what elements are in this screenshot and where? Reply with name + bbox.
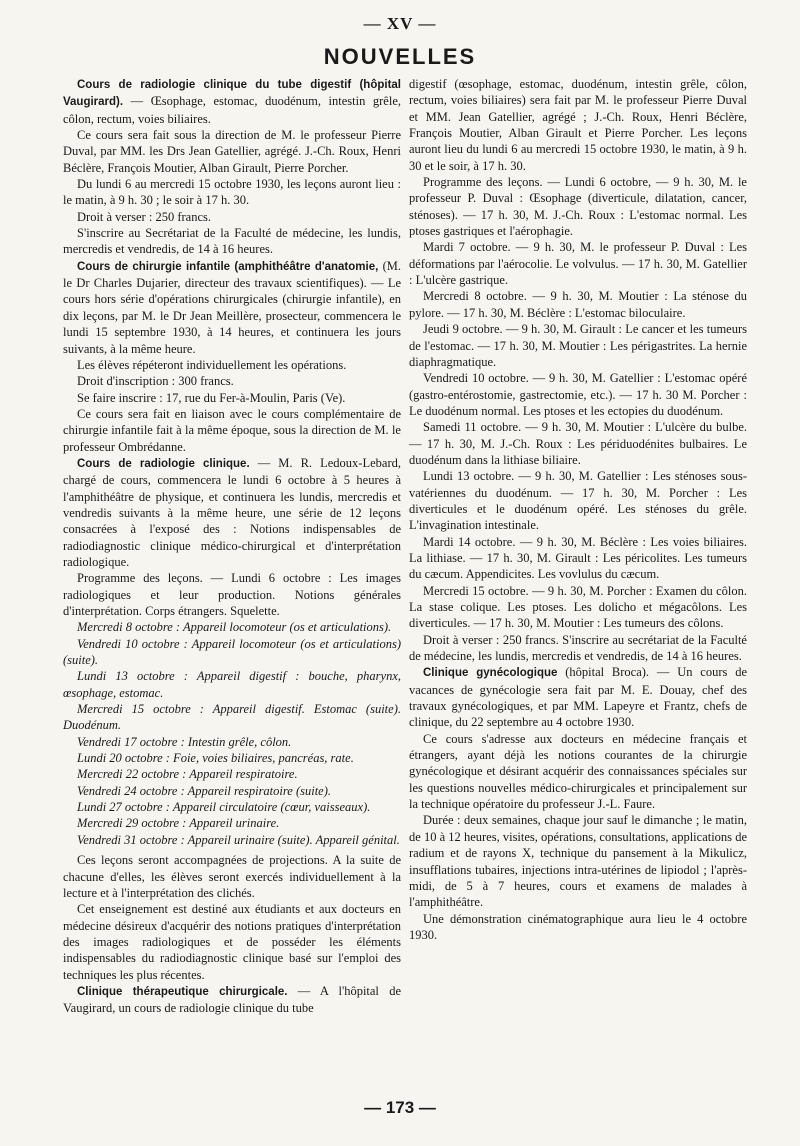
notice-text: — Œsophage, estomac, duodénum, intestin grêle, côlon, rectum, voies biliaires. xyxy=(63,94,401,126)
paragraph: Du lundi 6 au mercredi 15 octobre 1930, les leçons auront lieu : le matin, à 9 h. 30 ; le soir à 17 h. 30. xyxy=(63,177,401,208)
schedule-line: Vendredi 31 octobre : Appareil urinaire (suite). Appareil génital. xyxy=(77,832,400,847)
paragraph: Les élèves répéteront individuellement les opérations. xyxy=(77,357,347,372)
paragraph: Durée : deux semaines, chaque jour sauf le dimanche ; le matin, de 10 à 12 heures, visites, opérations, consultations, applications de radium et de rayons X, technique du pansement à la Mikulicz, insufflations tubaires, injections intra-utérines de lipiodol ; l'après-midi, de 5 à 7 heures, cours et examens de malades à l'amphithéâtre. xyxy=(409,813,747,910)
notice-text: — A l'hôpital de Vaugirard, un cours de radiologie clinique du tube xyxy=(63,983,401,1016)
paragraph: Une démonstration cinématographique aura lieu le 4 octobre 1930. xyxy=(409,911,747,942)
right-column xyxy=(409,76,747,943)
paragraph: Programme des leçons. — Lundi 6 octobre, — 9 h. 30, M. le professeur P. Duval : Œsophage (diverticule, dilatation, cancer, sténoses). — 17 h. 30, M. J.-Ch. Roux : L'estomac normal. Les ptoses gastriques et l'aérophagie. xyxy=(409,175,747,239)
paragraph: Lundi 13 octobre. — 9 h. 30, M. Gatellier : Les sténoses sous-vatériennes du duodénum. — 17 h. 30, M. Porcher : Les diverticules et le duodénum opéré. Les sténoses du grêle. L'invagination intestinale. xyxy=(409,469,747,533)
paragraph xyxy=(63,258,401,357)
paragraph: Mardi 14 octobre. — 9 h. 30, M. Béclère : Les voies biliaires. La lithiase. — 17 h. 30, M. Girault : Les péricolites. Les tumeurs du cæcum. Appendicites. Les vovlulus du cæcum. xyxy=(409,534,747,582)
notice-heading: Cours de chirurgie infantile (amphithéâtre d'anatomie, xyxy=(77,260,379,273)
paragraph: Droit à verser : 250 francs. xyxy=(77,209,211,224)
paragraph xyxy=(63,76,401,127)
schedule-line: Vendredi 17 octobre : Intestin grêle, côlon. xyxy=(77,734,292,749)
paragraph: Programme des leçons. — Lundi 6 octobre : Les images radiologiques et leur production. Notions générales d'interprétation. Corps étrangers. Squelette. xyxy=(63,571,401,618)
schedule-line: Lundi 13 octobre : Appareil digestif : bouche, pharynx, œsophage, estomac. xyxy=(63,669,401,700)
schedule-line: Mercredi 15 octobre : Appareil digestif. Estomac (suite). Duodénum. xyxy=(63,702,401,733)
paragraph xyxy=(409,664,747,730)
paragraph: Jeudi 9 octobre. — 9 h. 30, M. Girault : Le cancer et les tumeurs de l'estomac. — 17 h. 30, M. Moutier : Les périgastrites. La hernie diaphragmatique. xyxy=(409,322,747,369)
schedule-line: Vendredi 24 octobre : Appareil respiratoire (suite). xyxy=(77,783,332,798)
paragraph: Samedi 11 octobre. — 9 h. 30, M. Moutier : L'ulcère du bulbe. — 17 h. 30, M. J.-Ch. Roux : Les périduodénites bulbaires. Le duodénum dans la lithiase biliaire. xyxy=(409,420,747,467)
notice-heading: Cours de radiologie clinique. xyxy=(77,457,250,470)
paragraph xyxy=(63,455,401,570)
paragraph xyxy=(63,983,401,1017)
paragraph: Vendredi 10 octobre. — 9 h. 30, M. Gatellier : L'estomac opéré (gastro-entérostomie, gastrectomie, etc.). — 17 h. 30 M. Porcher : Le duodénum normal. Les ptoses et les ectopies du duodénum. xyxy=(409,371,747,418)
paragraph: Mercredi 15 octobre. — 9 h. 30, M. Porcher : Examen du côlon. La stase colique. Les ptoses. Les dolicho et mégacôlons. Les diverticules. — 17 h. 30, M. Moutier : Les tumeurs des côlons. xyxy=(409,583,747,631)
schedule-line: Mercredi 8 octobre : Appareil locomoteur (os et articulations). xyxy=(77,620,392,635)
paragraph: digestif (œsophage, estomac, duodénum, intestin grêle, côlon, rectum, voies biliaires) sera fait par M. le professeur Pierre Duval et MM. Jean Gatellier, agrégé ; J.-Ch. Roux, Henri Béclère, François Moutier, Alban Girault et Pierre Porcher. Les leçons auront lieu du lundi 6 au mercredi 15 octobre 1930, le matin, à 9 h. 30 et le soir, à 17 h. 30. xyxy=(409,77,747,173)
schedule-line: Mercredi 29 octobre : Appareil urinaire. xyxy=(77,816,280,831)
paragraph: Ce cours sera fait en liaison avec le cours complémentaire de chirurgie infantile fait à la même époque, sous la direction de M. le professeur Ombrédanne. xyxy=(63,406,401,454)
page-number: — 173 — xyxy=(364,1098,436,1117)
notice-heading: Cours de radiologie clinique du tube digestif (hôpital Vaugirard). xyxy=(63,79,401,109)
notice-text: (M. le Dr Charles Dujarier, directeur des travaux scientifiques). — Le cours hors série d'opérations chirurgicales (chirurgie infantile), en dix leçons, par M. le Dr Jean Meillère, prosecteur, commencera le lundi 15 septembre 1930, à 14 heures, et continuera les jours suivants, à la même heure. xyxy=(63,258,401,356)
paragraph: Ces leçons seront accompagnées de projections. A la suite de chacune d'elles, les élèves seront exercés individuellement à la lecture et à l'interprétation des clichés. xyxy=(63,853,401,900)
paragraph: S'inscrire au Secrétariat de la Faculté de médecine, les lundis, mercredis et vendredis, de 14 à 16 heures. xyxy=(63,226,401,257)
schedule-line: Vendredi 10 octobre : Appareil locomoteur (os et articulations) (suite). xyxy=(63,636,401,668)
paragraph: Ce cours sera fait sous la direction de M. le professeur Pierre Duval, par MM. les Drs Jean Gatellier, agrégé. J.-Ch. Roux, Henri Béclère, François Moutier, Alban Girault, Pierre Porcher. xyxy=(63,128,401,175)
left-column xyxy=(63,76,401,1017)
section-title: NOUVELLES xyxy=(323,44,477,69)
paragraph: Se faire inscrire : 17, rue du Fer-à-Moulin, Paris (Ve). xyxy=(77,390,346,405)
roman-page-number: — XV — xyxy=(363,14,437,33)
notice-heading: Clinique thérapeutique chirurgicale. xyxy=(77,985,288,998)
notice-heading: Clinique gynécologique xyxy=(423,667,558,680)
paragraph: Mardi 7 octobre. — 9 h. 30, M. le professeur P. Duval : Les déformations par l'aérocolie. Le volvulus. — 17 h. 30, M. Gatellier : L'ulcère gastrique. xyxy=(409,240,747,288)
schedule-line: Lundi 20 octobre : Foie, voies biliaires, pancréas, rate. xyxy=(77,751,354,766)
paragraph: Droit d'inscription : 300 francs. xyxy=(77,374,234,389)
notice-text: (hôpital Broca). — Un cours de vacances de gynécologie sera fait par M. E. Douay, chef des travaux gynécologiques, et par MM. Lapeyre et Frantz, chefs de clinique, du 22 septembre au 4 octobre 1930. xyxy=(409,665,747,730)
schedule-line: Lundi 27 octobre : Appareil circulatoire (cœur, vaisseaux). xyxy=(77,800,371,815)
schedule-line: Mercredi 22 octobre : Appareil respiratoire. xyxy=(77,767,298,782)
paragraph: Mercredi 8 octobre. — 9 h. 30, M. Moutier : La sténose du pylore. — 17 h. 30, M. Béclère : L'estomac biloculaire. xyxy=(409,289,747,320)
paragraph: Droit à verser : 250 francs. S'inscrire au secrétariat de la Faculté de médecine, les lundis, mercredis et vendredis, de 14 à 16 heures. xyxy=(409,632,747,664)
notice-text: — M. R. Ledoux-Lebard, chargé de cours, commencera le lundi 6 octobre à 5 heures à l'amphithéâtre de physique, et continuera les lundis, mercredis et vendredis suivants à la même heure, une série de 12 leçons consacrées à l'exposé des : Notions indispensables de radiodiagnostic clinique médico-chirurgical et d'interprétation radiologique. xyxy=(63,455,401,569)
paragraph: Cet enseignement est destiné aux étudiants et aux docteurs en médecine désireux d'acquérir des notions pratiques d'interprétation des images radiologiques et de posséder les éléments indispensables du radiodiagnostic clinique basé sur l'emploi des techniques les plus récentes. xyxy=(63,902,401,982)
paragraph: Ce cours s'adresse aux docteurs en médecine français et étrangers, ayant déjà les notions courantes de la chirurgie gynécologique et désirant acquérir des connaissances spéciales sur les questions nouvelles médico-chirurgicales et principalement sur la technique opératoire du professeur J.-L. Faure. xyxy=(409,731,747,812)
